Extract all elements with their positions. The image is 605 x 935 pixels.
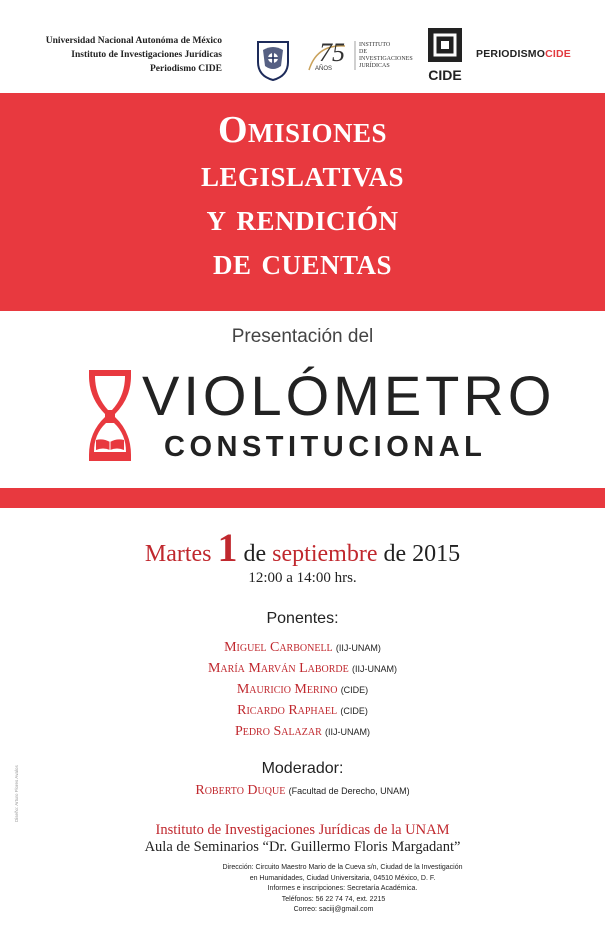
iij-75-logo (305, 36, 411, 76)
cide-logo (424, 28, 466, 83)
periodismo-cide-text: CIDE (545, 48, 571, 60)
list-item (0, 637, 605, 658)
speaker-affiliation: (IIJ-UNAM) (335, 643, 381, 653)
moderator-name: Roberto Duque (195, 783, 286, 798)
speaker-name: Miguel Carbonell (224, 640, 333, 655)
title-line: Omisiones (217, 109, 388, 151)
iij-75-number: 75 (319, 38, 345, 67)
institution-unam: Universidad Nacional Autonóma de México (45, 36, 222, 46)
speaker-name: Pedro Salazar (234, 724, 322, 739)
iij-logo-line: INSTITUTO (359, 42, 391, 48)
speaker-affiliation: (CIDE) (340, 685, 369, 695)
title-line: y rendición (206, 197, 399, 239)
date-day: 1 (217, 525, 238, 570)
moderador-entry (0, 780, 605, 801)
institutions-block (0, 34, 222, 76)
speaker-name: Ricardo Raphael (237, 703, 338, 718)
address-line: Dirección: Circuito Maestro Mario de la Cueva s/n, Ciudad de la Investigación (222, 864, 463, 871)
venue-room: Aula de Seminarios “Dr. Guillermo Floris Margadant” (144, 839, 461, 855)
address-line: Teléfonos: 56 22 74 74, ext. 2215 (281, 895, 386, 903)
unam-seal-logo (250, 36, 296, 82)
title-line: legislativas (200, 153, 405, 195)
ponentes-list (0, 637, 605, 742)
speaker-name: María Marván Laborde (207, 661, 349, 676)
speaker-affiliation: (CIDE) (340, 706, 368, 716)
constitucional-wordmark: CONSTITUCIONAL (164, 431, 487, 463)
list-item (0, 658, 605, 679)
hourglass-book-icon (85, 368, 135, 463)
violometro-wordmark: VIOLÓMETRO (142, 364, 556, 427)
date-month: septiembre (272, 541, 378, 567)
title-line: de cuentas (212, 241, 393, 283)
institution-periodismo: Periodismo CIDE (149, 64, 222, 74)
event-hours: 12:00 a 14:00 hrs. (248, 570, 357, 586)
address-line: Informes e inscripciones: Secretaría Académica. (267, 885, 418, 892)
cide-text: CIDE (428, 67, 462, 83)
speaker-affiliation: (IIJ-UNAM) (325, 727, 371, 737)
periodismo-text: PERIODISMO (476, 48, 546, 60)
divider-band (0, 488, 605, 508)
date-year: 2015 (412, 541, 461, 567)
event-date (0, 525, 605, 574)
presentacion-label: Presentación del (231, 326, 374, 347)
iij-logo-line: DE INVESTIGACIONES (359, 49, 413, 62)
date-de: de (243, 541, 267, 567)
ponentes-heading: Ponentes: (266, 610, 339, 627)
design-credit: Diseño: Arturo Flores Avalos (14, 765, 19, 822)
moderator-affiliation: (Facultad de Derecho, UNAM) (288, 786, 410, 796)
iij-logo-text (359, 42, 413, 70)
list-item (0, 721, 605, 742)
institution-iij: Instituto de Investigaciones Jurídicas (71, 50, 222, 60)
list-item (0, 700, 605, 721)
address-line: Correo: saciij@gmail.com (293, 906, 374, 913)
address-line: en Humanidades, Ciudad Universitaria, 04510 México, D. F. (249, 874, 436, 882)
address-block (0, 863, 605, 916)
periodismo-cide-logo (476, 48, 571, 60)
iij-anos-label: AÑOS (315, 66, 333, 72)
speaker-name: Mauricio Merino (236, 682, 338, 697)
date-de: de (383, 541, 407, 567)
iij-logo-line: JURÍDICAS (359, 63, 390, 69)
moderador-heading: Moderador: (261, 760, 344, 777)
speaker-affiliation: (IIJ-UNAM) (352, 664, 397, 674)
cide-emblem-icon (424, 28, 466, 62)
date-weekday: Martes (144, 541, 212, 567)
event-title (0, 108, 605, 284)
venue-institution: Instituto de Investigaciones Jurídicas de la UNAM (155, 822, 450, 838)
list-item (0, 679, 605, 700)
